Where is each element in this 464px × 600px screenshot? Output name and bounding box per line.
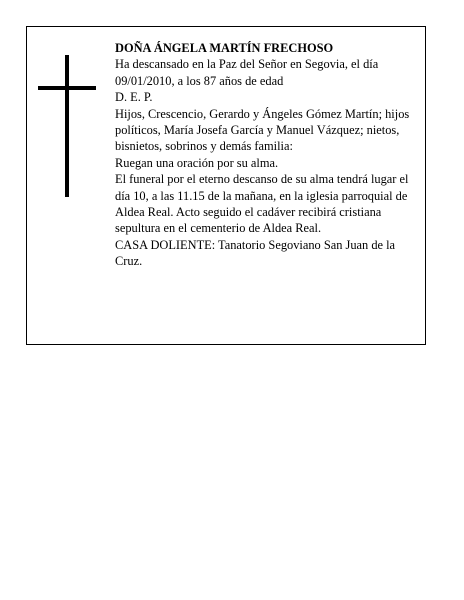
rip-line: D. E. P. — [115, 90, 153, 105]
family-list: Hijos, Crescencio, Gerardo y Ángeles Gómez Martín; hijos políticos, María Josefa García y Manuel Vázquez; nietos, bisnietos, sobrinos y demás familia: — [115, 106, 410, 154]
mourning-house: CASA DOLIENTE: Tanatorio Segoviano San Juan de la Cruz. — [115, 237, 396, 269]
death-announcement: Ha descansado en la Paz del Señor en Segovia, el día 09/01/2010, a los 87 años de edad — [115, 57, 379, 88]
notice-text — [115, 40, 421, 270]
prayer-request: Ruegan una oración por su alma. — [115, 155, 279, 170]
deceased-name: DOÑA ÁNGELA MARTÍN FRECHOSO — [115, 41, 334, 55]
funeral-details: El funeral por el eterno descanso de su alma tendrá lugar el día 10, a las 11.15 de la mañana, en la iglesia parroquial de Aldea Real. Acto seguido el cadáver recibirá cristiana sepultura en el cementerio de Aldea Real. — [115, 172, 409, 236]
obituary-notice — [26, 26, 426, 345]
cross-horizontal-bar — [38, 86, 96, 90]
cross-vertical-bar — [65, 55, 69, 197]
cross-icon — [38, 55, 96, 197]
